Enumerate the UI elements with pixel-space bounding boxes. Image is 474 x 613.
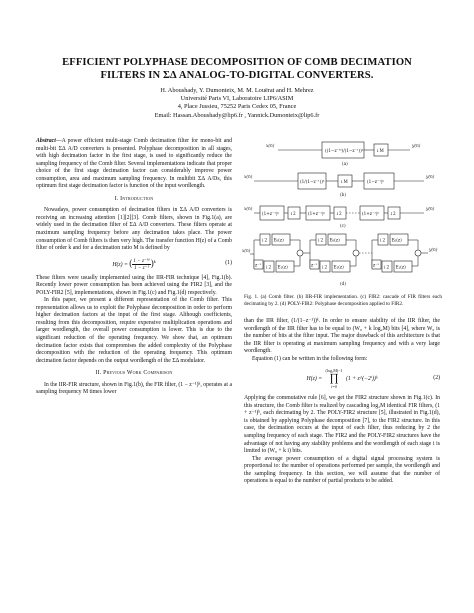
affiliation: Université Paris VI, Laboratoire LIP6/ASIM (180, 95, 294, 103)
poly-e0-block-2-label: E₀(z) (329, 237, 340, 243)
fir2-block-3-label: (1+z⁻¹)ᵏ (362, 211, 380, 216)
poly-e0-block-3-label: E₀(z) (391, 237, 402, 243)
section-heading-introduction: I. Introduction (114, 195, 154, 202)
poly-e1-block-1-label: E₁(z) (277, 264, 288, 270)
figure-1-diagram (240, 140, 446, 292)
poly-decimator-3b-label: ↓2 (383, 264, 390, 270)
equation-2-product-upper: (log₂M)−1 (325, 368, 343, 374)
equation-2-number: (2) (433, 375, 440, 382)
poly-delay-3-label: z⁻¹ (373, 262, 380, 268)
author-block (60, 87, 414, 120)
iir-block-label: (1/(1−z⁻¹))ᵏ (300, 179, 325, 184)
diagram-b-input-label: x(n) (244, 174, 253, 179)
left-column (36, 138, 232, 397)
fir2-decimator-3-label: ↓2 (389, 211, 396, 216)
previous-work-paragraph-1: In the IIR-FIR structure, shown in Fig.1(b), the FIR filter, (1 − z⁻¹)ᵏ, operates at a sampling frequency M times lower (36, 381, 232, 396)
poly-adder-1 (297, 250, 303, 256)
iir-decimator-label: ↓M (340, 179, 348, 184)
equation-1-body: H(z) = ( $\frac{\text{1 − z⁻ᴹ}}{\text{1 − z⁻¹}}$ )$^k$ (112, 257, 156, 271)
section-heading-previous-work: II. Previous Work Comparison (95, 370, 173, 377)
equation-2-lhs: H(z) = (306, 376, 323, 383)
diagram-c-input-label: x(n) (244, 206, 253, 211)
poly-decimator-1b-label: ↓2 (265, 264, 272, 270)
fir2-block-2-label: (1+z⁻¹)ᵏ (308, 211, 326, 216)
diagram-a-input-label: x(n) (266, 143, 275, 148)
comb-block-label: ((1−z⁻ᴹ)/(1−z⁻¹))ᵏ (325, 148, 364, 153)
abstract-text: —A power efficient multi-stage Comb decimation filter for mono-bit and multi-bit ΣΔ A/D converters is presented. Polyphase decomposition in all stages, with high decimation factor in the first stage, is used to significantly reduce the sampling frequency of the Comb filter. Several implementations indicate that proper choice of the first stage decimation factor can considerably improve power consumption, area and maximum sampling frequency. In multibit ΣΔ A/Ds, this optimum first stage decimation factor is function of the input wordlength. (36, 138, 232, 190)
equation-1-denominator: 1 − z⁻¹ (133, 264, 149, 271)
diagram-b-tag: (b) (340, 192, 346, 197)
equation-1-number: (1) (225, 259, 232, 266)
diagram-d-output-label: y(n) (429, 247, 438, 252)
fir2-decimator-2-label: ↓2 (335, 211, 342, 216)
fir2-block-1-label: (1+z⁻¹)ᵏ (262, 211, 280, 216)
paper-title (30, 56, 444, 82)
intro-paragraph-3: In this paper, we present a different representation of the Comb filter. This representation allows us to exploit the Polyphase decomposition in order to perform higher decimation factors at the input of the first stage. Although coefficients, resulting from this decomposition, require expensive multiplication operations and larger wordlength, the overall power consumption is lower. This is due to the significant reduction of the operating frequency. We show that, an optimum decimation factor exists that compromises the added complexity of the Polyphase decomposition with the reduction of the operating frequency. This optimum decimation factor depends on the output wordlength of the ΣΔ modulator. (36, 297, 232, 364)
intro-paragraph-1: Nowadays, power consumption of decimation filters in ΣΔ A/D converters is receiving an increasing attention [1][2][3]. Comb filters, shown in Fig.1(a), are widely used in the decimation filter of ΣΔ A/D converters. These filters operate at maximum sampling frequency before any decimation takes place. The power consumption of Comb filters is then very high. The transfer function H(z) of a Comb filter of order k and for a decimation ratio M is defined by (36, 207, 232, 252)
diagram-d-input-label: x(n) (242, 248, 251, 253)
poly-decimator-3a-label: ↓2 (379, 237, 386, 243)
equation-1-lhs: H(z) = (112, 261, 128, 268)
right-paragraph-1: than the IIR filter, (1/(1−z⁻¹))ᵏ. In order to ensure stability of the IIR filter, the wordlength of the IIR filter has to be equal to (W₀ + k log₂M) bits [4], where W₀ is the number of bits at the filter input. The major drawback of this architecture is that the IIR filter is operating at maximum sampling frequency and with a very large wordlength. (244, 318, 440, 355)
figure-1-caption: Fig. 1. (a) Comb filter. (b) IIR-FIR implementation. (c) FIR2: cascade of FIR filters each decimating by 2. (d) POLY-FIR2: Polyphase decomposition applied to FIR2. (244, 294, 442, 307)
equation-2-rhs: (1 + z^(−2ⁱ))ᵏ (345, 376, 378, 383)
figure-1 (240, 140, 446, 292)
intro-paragraph-2: These filters were usually implemented using the IIR-FIR technique [4], Fig.1(b). Recently lower power consumption has been achieved using the FIR2 [3], and the POLY-FIR2 [5], implementations, shown in Fig.1(c) and Fig.1(d) respectively. (36, 274, 232, 296)
equation-1-exponent: k (153, 258, 156, 264)
equation-2-body: H(z) = (log₂M)−1 ∏ i=0 (1 + z^(−2ⁱ))ᵏ (306, 368, 378, 390)
diagram-b (244, 173, 435, 197)
comb-decimator-label: ↓M (376, 148, 384, 153)
right-paragraph-3: Applying the commutative rule [6], we get the FIR2 structure shown in Fig.1(c). In this structure, the Comb filter is realized by cascading log₂M identical FIR filters, (1 + z⁻¹)ᵏ, each decimating by 2. The POLY-FIR2 structure [5], illustrated in Fig.1(d), is obtained by applying Polyphase decomposition [7], to the FIR2 structure. In this case, the decimation occurs at the input of each filter, thus reducing by 2 the sampling frequency of each stage. The FIR2 and the POLY-FIR2 structures have the advantage of not having any stability problems and the wordlength of each stage i is limited to (W₀ + k i) bits. (244, 395, 440, 455)
poly-decimator-2a-label: ↓2 (317, 237, 324, 243)
poly-delay-1-label: z⁻¹ (255, 262, 262, 268)
diagram-b-output-label: y(n) (426, 174, 435, 179)
abstract-heading: Abstract (36, 138, 56, 144)
diagram-a (266, 142, 421, 166)
fir2-decimator-1-label: ↓2 (289, 211, 296, 216)
fir-block-label: (1−z⁻¹)ᵏ (367, 179, 385, 184)
equation-1 (36, 256, 232, 272)
poly-delay-2-label: z⁻¹ (311, 262, 318, 268)
diagram-d-tag: (d) (340, 281, 346, 286)
equation-2-product-lower: i=0 (331, 384, 337, 390)
diagram-c (244, 206, 435, 228)
diagram-c-output-label: y(n) (426, 206, 435, 211)
right-paragraph-4: The average power consumption of a digital signal processing system is proportional to: the number of operations performed per sample, the wordlength and the sampling frequency. In this section, we will assume that the number of operations is equal to the number of partial products to be added. (244, 455, 440, 485)
diagram-a-output-label: y(n) (412, 143, 421, 148)
poly-e1-block-2-label: E₁(z) (333, 264, 344, 270)
address: 4, Place Jussieu, 75252 Paris Cedex 05, France (177, 103, 297, 111)
author-names: H. Aboushady, Y. Dumonteix, M. M. Louërat and H. Mehrez (160, 87, 314, 94)
diagram-c-tag: (c) (340, 223, 346, 228)
poly-decimator-2b-label: ↓2 (321, 264, 328, 270)
title-line-1: EFFICIENT POLYPHASE DECOMPOSITION OF COMB DECIMATION (62, 57, 412, 68)
equation-1-numerator: 1 − z⁻ᴹ (133, 257, 150, 264)
diagram-d (242, 234, 438, 286)
equation-2 (244, 366, 440, 392)
email: Email: Hassan.Aboushady@lip6.fr , Yannick.Dumonteix@lip6.fr (154, 111, 320, 119)
diagram-a-tag: (a) (342, 161, 348, 166)
title-line-2: FILTERS IN ΣΔ ANALOG-TO-DIGITAL CONVERTERS. (100, 70, 374, 81)
poly-e0-block-1-label: E₀(z) (273, 237, 284, 243)
abstract (36, 138, 232, 191)
poly-adder-3 (415, 250, 421, 256)
poly-decimator-1a-label: ↓2 (261, 237, 268, 243)
poly-e1-block-3-label: E₁(z) (395, 264, 406, 270)
right-column (244, 318, 440, 486)
poly-adder-2 (353, 250, 359, 256)
right-paragraph-2: Equation (1) can be written in the following form: (252, 355, 368, 362)
